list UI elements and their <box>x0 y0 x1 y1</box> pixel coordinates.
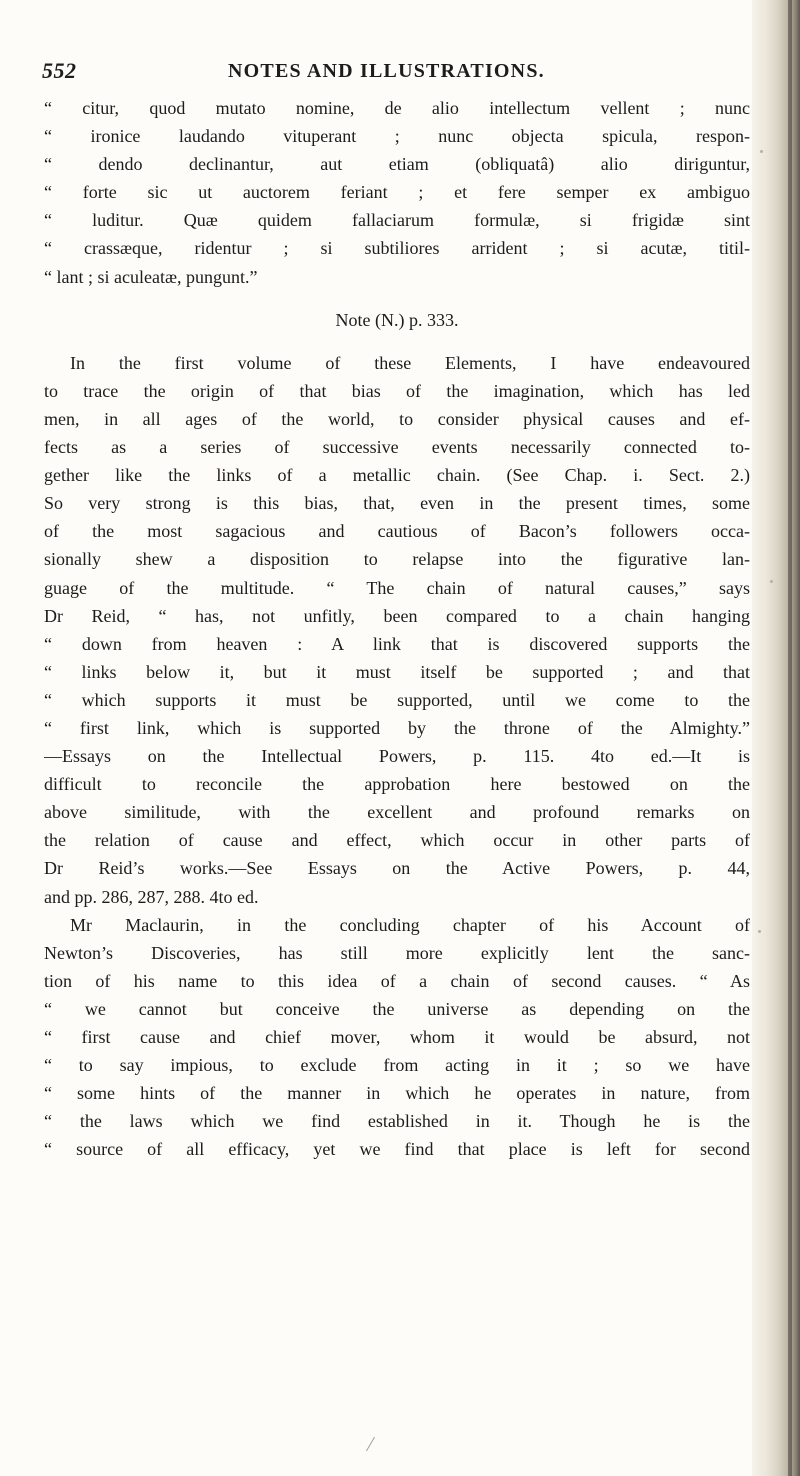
text-line: the relation of cause and effect, which occur in other parts of <box>44 830 750 851</box>
text-line: tion of his name to this idea of a chain of second causes. “ As <box>44 970 750 991</box>
running-head: NOTES AND ILLUSTRATIONS. <box>228 60 545 82</box>
text-line: “ to say impious, to exclude from acting in it ; so we have <box>44 1055 750 1076</box>
text-line: “ citur, quod mutato nomine, de alio intellectum vellent ; nunc <box>44 98 750 118</box>
text-line: “ first cause and chief mover, whom it would be absurd, not <box>44 1027 750 1047</box>
paper-speck <box>760 150 763 153</box>
text-line: “ we cannot but conceive the universe as depending on the <box>44 998 750 1019</box>
text-line: and pp. 286, 287, 288. 4to ed. <box>44 886 259 907</box>
text-line: “ first link, which is supported by the throne of the Almighty.” <box>44 717 750 738</box>
text-line: “ some hints of the manner in which he operates in nature, from <box>44 1083 750 1104</box>
text-line: above similitude, with the excellent and profound remarks on <box>44 802 750 823</box>
text-line: “ luditur. Quæ quidem fallaciarum formulæ, si frigidæ sint <box>44 210 750 231</box>
text-line: In the first volume of these Elements, I have endeavoured <box>70 352 750 373</box>
page-binding-edge <box>788 0 792 1476</box>
text-line: Mr Maclaurin, in the concluding chapter of his Account of <box>70 914 750 935</box>
text-line: of the most sagacious and cautious of Bacon’s followers occa- <box>44 521 750 542</box>
text-line: “ crassæque, ridentur ; si subtiliores arrident ; si acutæ, titil- <box>44 238 750 259</box>
text-line: So very strong is this bias, that, even in the present times, some <box>44 493 750 514</box>
text-line: difficult to reconcile the approbation here bestowed on the <box>44 774 750 795</box>
text-line: “ ironice laudando vituperant ; nunc objecta spicula, respon- <box>44 126 750 147</box>
page-binding-shadow <box>752 0 800 1476</box>
text-line: “ forte sic ut auctorem feriant ; et fere semper ex ambiguo <box>44 182 750 203</box>
page-number: 552 <box>42 58 77 83</box>
page-header <box>42 58 742 92</box>
text-line: sionally shew a disposition to relapse into the figurative lan- <box>44 549 750 570</box>
pencil-mark <box>366 1437 383 1451</box>
text-line: “ the laws which we find established in it. Though he is the <box>44 1111 750 1132</box>
text-line: “ down from heaven : A link that is discovered supports the <box>44 633 750 654</box>
paper-speck <box>770 580 773 583</box>
text-line: “ dendo declinantur, aut etiam (obliquatâ) alio diriguntur, <box>44 154 750 175</box>
paper-speck <box>758 930 761 933</box>
text-line: Dr Reid’s works.—See Essays on the Active Powers, p. 44, <box>44 858 750 879</box>
text-line: gether like the links of a metallic chain. (See Chap. i. Sect. 2.) <box>44 465 750 486</box>
body-text <box>44 94 750 1163</box>
text-line: “ links below it, but it must itself be supported ; and that <box>44 661 750 682</box>
text-line: —Essays on the Intellectual Powers, p. 115. 4to ed.—It is <box>44 746 750 767</box>
text-line: guage of the multitude. “ The chain of natural causes,” says <box>44 577 750 598</box>
text-line: Newton’s Discoveries, has still more explicitly lent the sanc- <box>44 942 750 963</box>
text-line: men, in all ages of the world, to consider physical causes and ef- <box>44 408 750 429</box>
note-heading: Note (N.) p. 333. <box>335 309 459 330</box>
text-line: to trace the origin of that bias of the imagination, which has led <box>44 380 750 401</box>
text-line: “ lant ; si aculeatæ, pungunt.” <box>44 266 258 287</box>
text-line: “ source of all efficacy, yet we find that place is left for second <box>44 1139 750 1160</box>
text-line: “ which supports it must be supported, until we come to the <box>44 689 750 710</box>
text-line: Dr Reid, “ has, not unfitly, been compared to a chain hanging <box>44 605 750 626</box>
text-line: fects as a series of successive events necessarily connected to- <box>44 437 750 458</box>
